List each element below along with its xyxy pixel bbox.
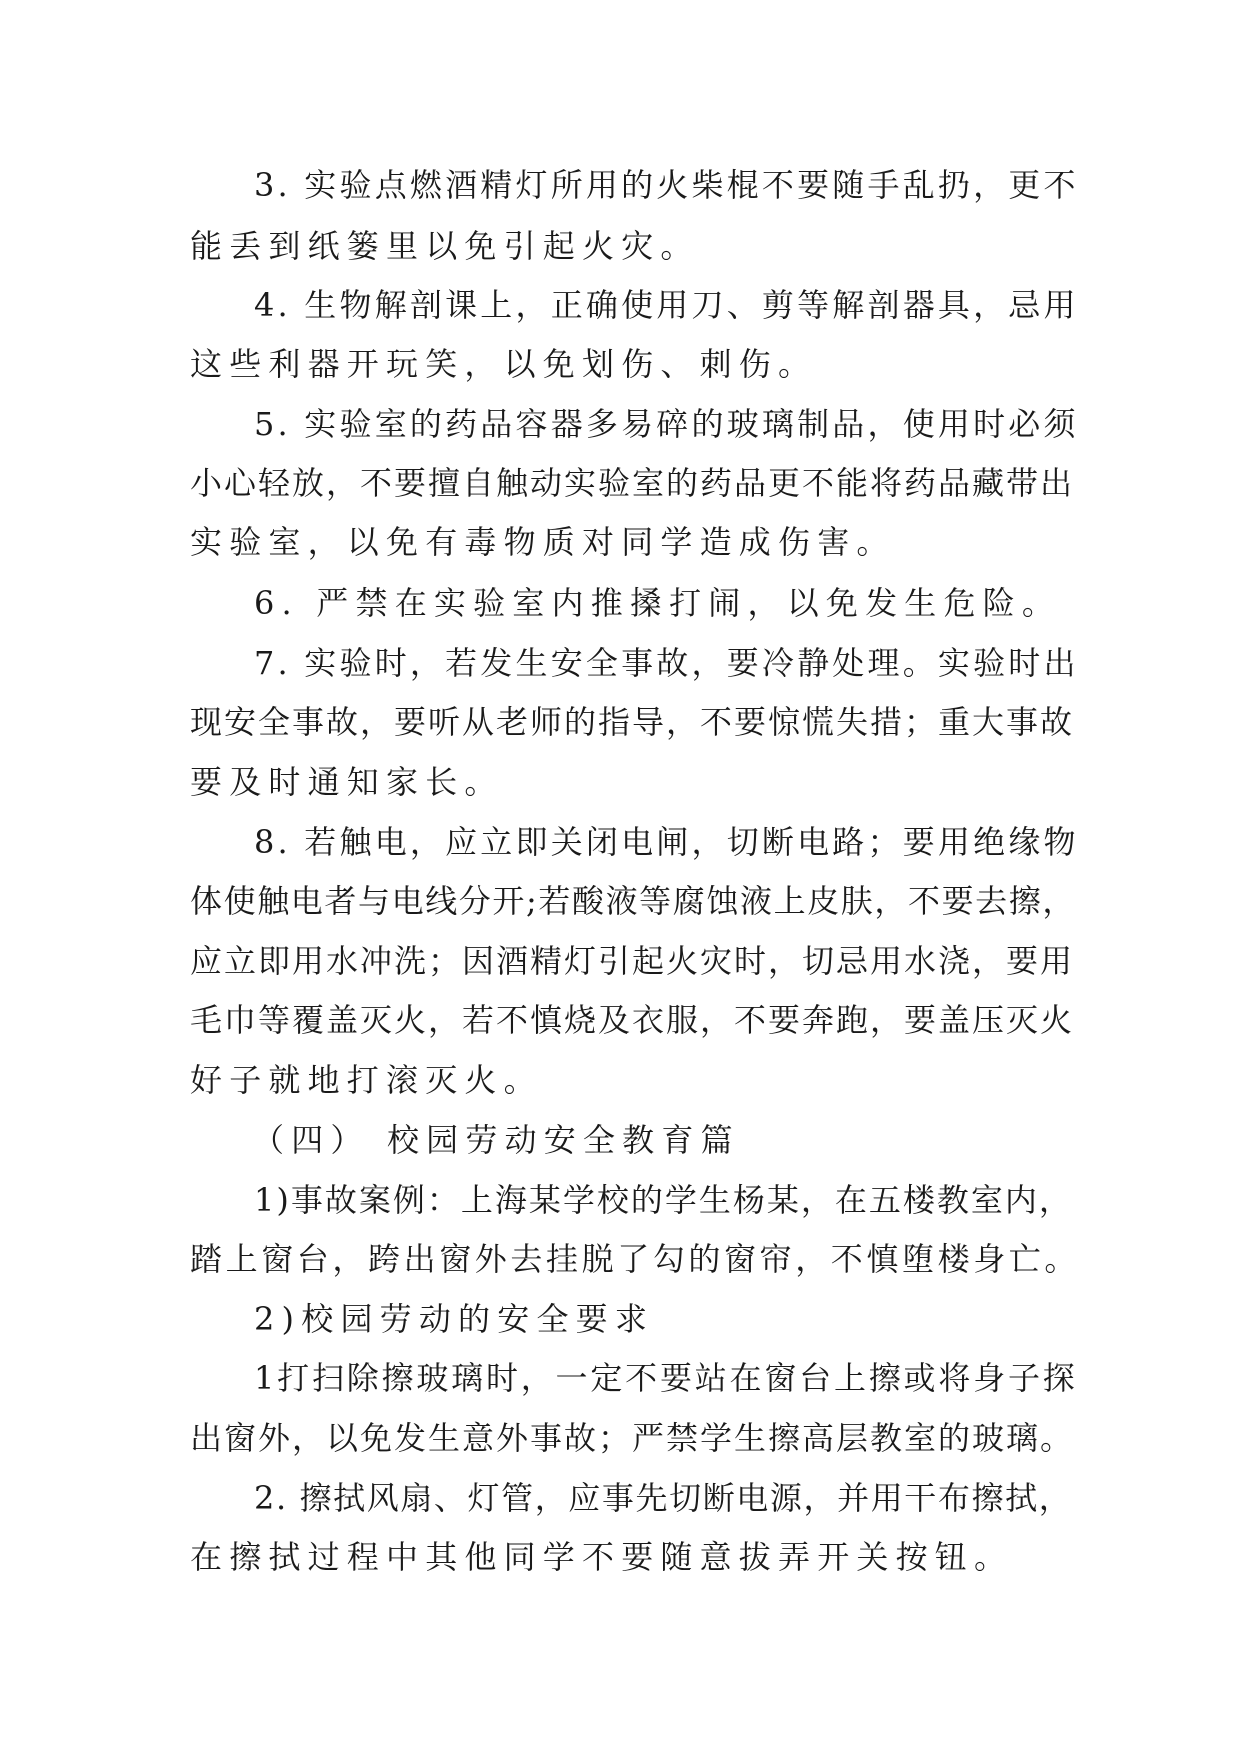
text-line: 2. 擦拭风扇、灯管，应事先切断电源，并用干布擦拭，	[254, 1479, 1073, 1517]
text-line: 7. 实验时，若发生安全事故，要冷静处理。实验时出	[254, 644, 1079, 682]
section-heading: （四） 校园劳动安全教育篇	[252, 1121, 740, 1159]
text-line: 毛巾等覆盖灭火，若不慎烧及衣服，不要奔跑，要盖压灭火	[190, 1001, 1075, 1039]
text-line: 6. 严禁在实验室内推搡打闹，以免发生危险。	[254, 584, 1062, 622]
text-line: 5. 实验室的药品容器多易碎的玻璃制品，使用时必须	[254, 405, 1079, 443]
text-line: 4. 生物解剖课上，正确使用刀、剪等解剖器具，忌用	[254, 286, 1079, 324]
text-line: 8. 若触电，应立即关闭电闸，切断电路；要用绝缘物	[254, 823, 1079, 861]
text-line: 能丢到纸篓里以免引起火灾。	[190, 227, 700, 265]
text-line: 要及时通知家长。	[190, 763, 504, 801]
text-line: 实验室，以免有毒物质对同学造成伤害。	[190, 523, 896, 561]
text-line: 踏上窗台，跨出窗外去挂脱了勾的窗帘，不慎堕楼身亡。	[190, 1240, 1081, 1278]
text-line: 现安全事故，要听从老师的指导，不要惊慌失措；重大事故	[190, 703, 1075, 741]
text-line: 1打扫除擦玻璃时，一定不要站在窗台上擦或将身子探	[254, 1359, 1078, 1397]
text-line: 应立即用水冲洗；因酒精灯引起火灾时，切忌用水浇，要用	[190, 942, 1075, 980]
text-line: 好子就地打滚灭火。	[190, 1061, 543, 1099]
text-line: 这些利器开玩笑，以免划伤、刺伤。	[190, 345, 818, 383]
text-line: 3. 实验点燃酒精灯所用的火柴棍不要随手乱扔，更不	[254, 166, 1079, 204]
text-line: 小心轻放，不要擅自触动实验室的药品更不能将药品藏带出	[190, 464, 1075, 502]
text-line: 体使触电者与电线分开;若酸液等腐蚀液上皮肤，不要去擦，	[190, 882, 1076, 920]
text-line: 在擦拭过程中其他同学不要随意拔弄开关按钮。	[190, 1538, 1014, 1576]
text-line: 1)事故案例：上海某学校的学生杨某，在五楼教室内，	[254, 1181, 1073, 1219]
text-line: 出窗外，以免发生意外事故；严禁学生擦高层教室的玻璃。	[190, 1419, 1075, 1457]
subsection-heading: 2)校园劳动的安全要求	[254, 1300, 655, 1338]
